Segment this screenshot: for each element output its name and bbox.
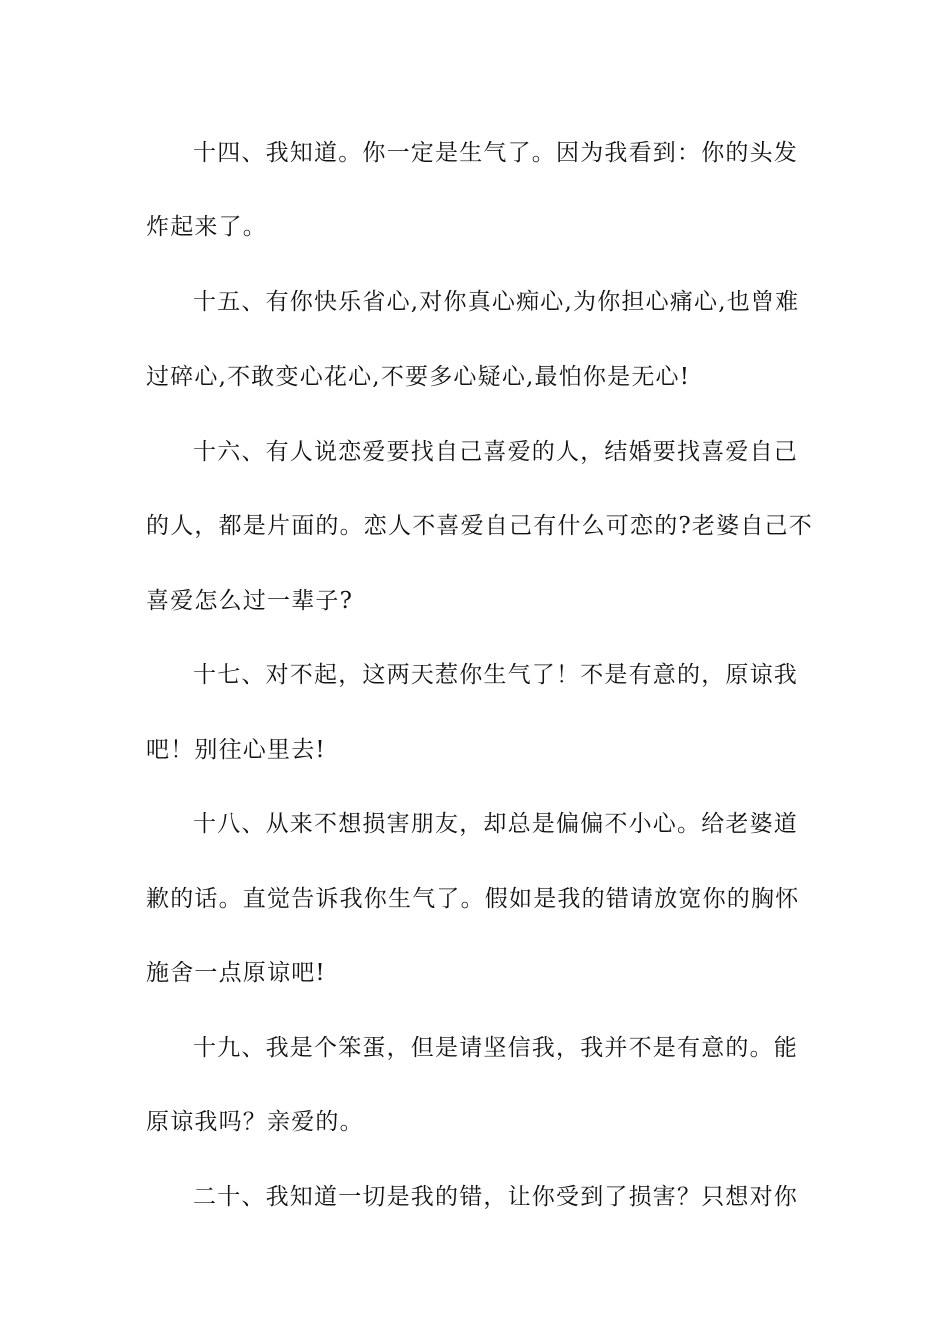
paragraph-20-line-1: 二十、我知道一切是我的错，让你受到了损害？只想对你 [193,1184,798,1210]
paragraph-19-line-1: 十九、我是个笨蛋，但是请坚信我，我并不是有意的。能 [193,1035,798,1061]
paragraph-18-line-3: 施舍一点原谅吧! [146,960,326,986]
paragraph-14-line-2: 炸起来了。 [146,214,267,240]
paragraph-18-line-2: 歉的话。直觉告诉我你生气了。假如是我的错请放宽你的胸怀 [146,886,800,912]
paragraph-19-line-2: 原谅我吗？亲爱的。 [146,1109,364,1135]
paragraph-14-line-1: 十四、我知道。你一定是生气了。因为我看到：你的头发 [193,140,798,166]
paragraph-17-line-1: 十七、对不起，这两天惹你生气了！不是有意的，原谅我 [193,662,798,688]
paragraph-15-line-1: 十五、有你快乐省心,对你真心痴心,为你担心痛心,也曾难 [193,289,800,315]
paragraph-16-line-1: 十六、有人说恋爱要找自己喜爱的人，结婚要找喜爱自己 [193,439,798,465]
paragraph-17-line-2: 吧！别往心里去! [146,737,326,763]
paragraph-18-line-1: 十八、从来不想损害朋友，却总是偏偏不小心。给老婆道 [193,811,798,837]
paragraph-16-line-2: 的人，都是片面的。恋人不喜爱自己有什么可恋的?老婆自己不 [146,513,813,539]
paragraph-15-line-2: 过碎心,不敢变心花心,不要多心疑心,最怕你是无心! [146,364,691,390]
paragraph-16-line-3: 喜爱怎么过一辈子? [146,588,354,614]
